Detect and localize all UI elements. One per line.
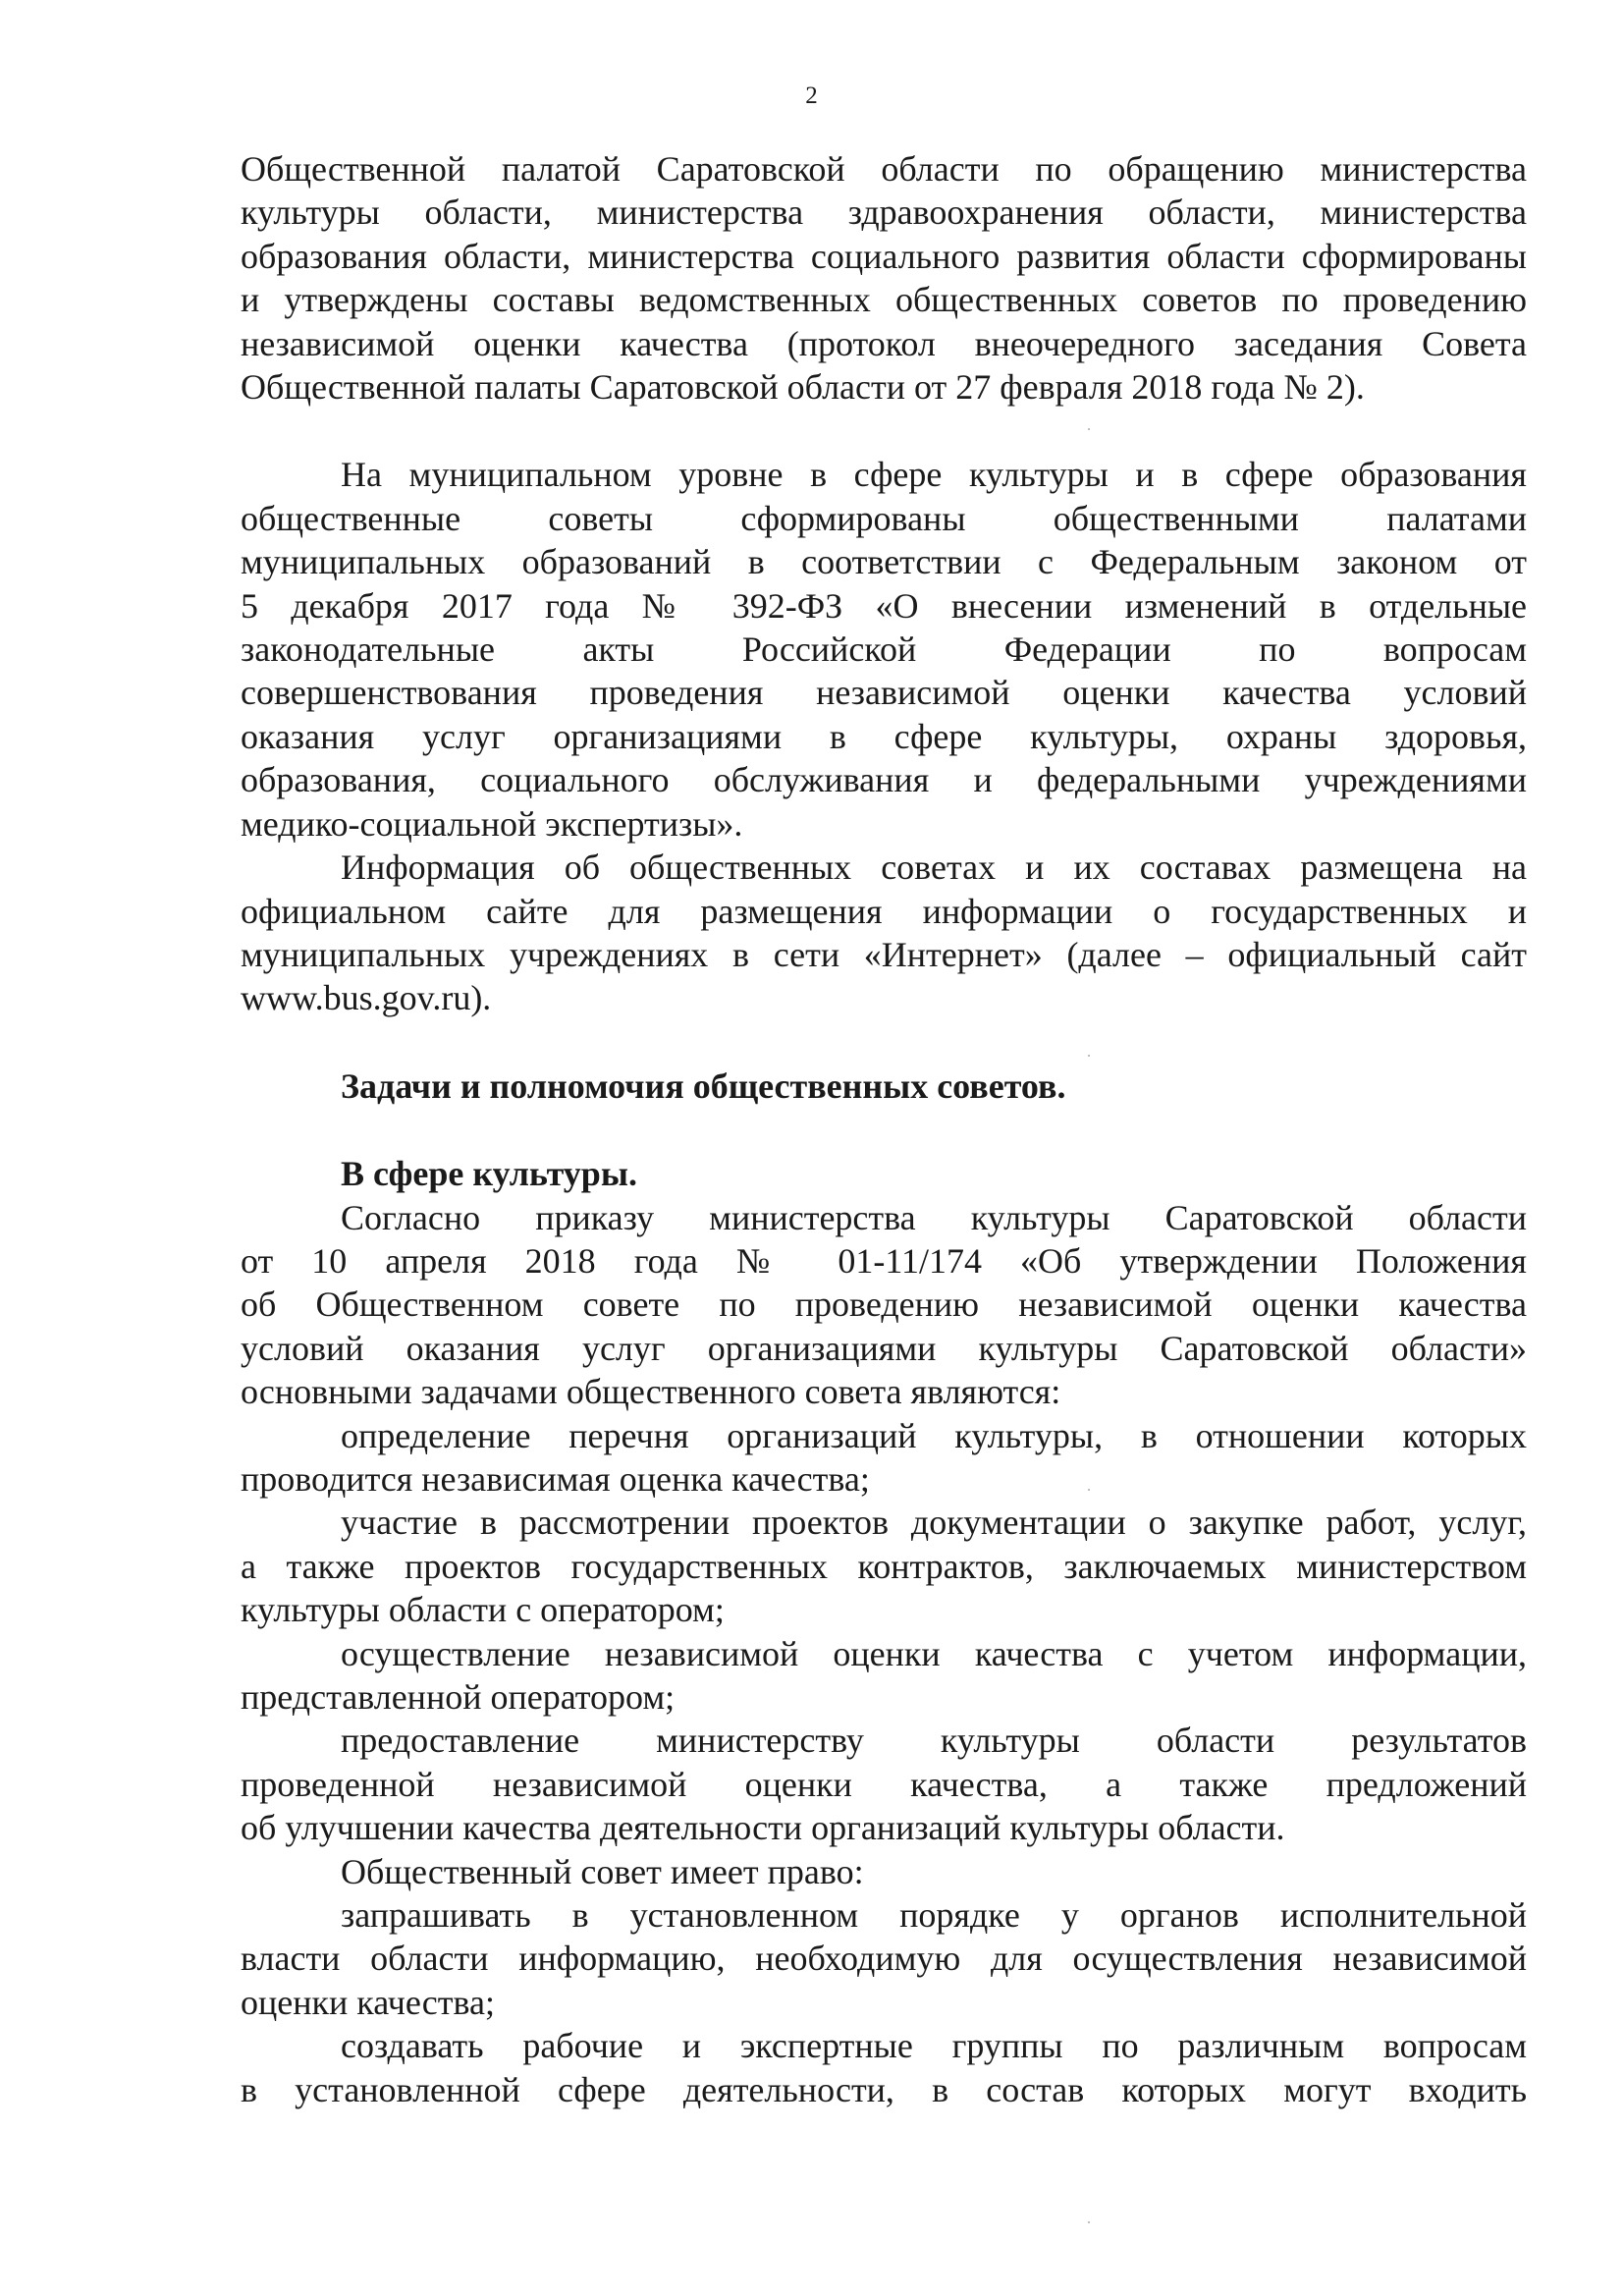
text-line: Общественной палаты Саратовской области от 27 февраля 2018 года № 2). [241,367,1365,408]
text-line: медико-социальной экспертизы». [241,803,743,844]
text-line: совершенствования проведения независимой оценки качества условий [241,673,1527,713]
text-line: оценки качества; [241,1982,495,2022]
page-number: 2 [805,82,818,109]
text-line: культуры области с оператором; [241,1590,725,1630]
text-line: проводится независимая оценка качества; [241,1458,870,1499]
paragraph [241,1632,1527,1720]
paragraph [241,2024,1527,2111]
text-line: 5 декабря 2017 года № 392-ФЗ «О внесении изменений в отдельные [241,585,1527,626]
text-line: общественные советы сформированы общественными палатами [241,498,1527,538]
text-line: условий оказания услуг организациями культуры Саратовской области» [241,1328,1527,1368]
text-line: образования области, министерства социального развития области сформированы [241,236,1527,276]
document-body [241,147,1527,2111]
text-line: www.bus.gov.ru). [241,978,492,1018]
paragraph [241,1719,1527,1849]
text-line: Общественный совет имеет право: [341,1851,864,1891]
text-line: определение перечня организаций культуры, в отношении которых [341,1415,1527,1455]
paragraph [241,1893,1527,2024]
text-line: проведенной независимой оценки качества, а также предложений [241,1764,1527,1804]
text-line: а также проектов государственных контрактов, заключаемых министерством [241,1546,1527,1586]
paragraph [241,1501,1527,1631]
text-line: об улучшении качества деятельности организаций культуры области. [241,1808,1285,1848]
text-line: запрашивать в установленном порядке у органов исполнительной [341,1895,1527,1936]
paragraph [241,147,1527,409]
text-line: от 10 апреля 2018 года № 01-11/174 «Об утверждении Положения [241,1240,1527,1281]
paragraph [241,846,1527,1020]
section-heading [241,1065,1527,1108]
text-line: законодательные акты Российской Федерации по вопросам [241,629,1527,670]
scan-speck [1088,1055,1090,1057]
text-line: создавать рабочие и экспертные группы по различным вопросам [341,2026,1527,2066]
heading-text: Задачи и полномочия общественных советов. [341,1066,1066,1106]
text-line: Согласно приказу министерства культуры Саратовской области [341,1197,1527,1237]
scan-speck [1088,428,1090,430]
text-line: участие в рассмотрении проектов документации о закупке работ, услуг, [341,1503,1527,1543]
text-line: об Общественном совете по проведению независимой оценки качества [241,1285,1527,1325]
paragraph [241,1196,1527,1414]
text-line: оказания услуг организациями в сфере культуры, охраны здоровья, [241,716,1527,756]
text-line: в установленной сфере деятельности, в состав которых могут входить [241,2069,1527,2109]
paragraph [241,453,1527,846]
text-line: официальном сайте для размещения информации о государственных и [241,891,1527,931]
heading-text: В сфере культуры. [341,1154,637,1194]
subsection-heading [241,1152,1527,1195]
text-line: Общественной палатой Саратовской области по обращению министерства [241,149,1527,189]
scan-speck [1088,1489,1090,1491]
text-line: предоставление министерству культуры области результатов [341,1721,1527,1761]
text-line: представленной оператором; [241,1677,676,1717]
paragraph [241,1850,1527,1893]
paragraph [241,1414,1527,1502]
text-line: власти области информацию, необходимую для осуществления независимой [241,1939,1527,1979]
text-line: Информация об общественных советах и их составах размещена на [341,847,1527,888]
text-line: На муниципальном уровне в сфере культуры и в сфере образования [341,455,1527,495]
text-line: муниципальных образований в соответствии с Федеральным законом от [241,542,1527,582]
text-line: независимой оценки качества (протокол внеочередного заседания Совета [241,323,1527,363]
text-line: и утверждены составы ведомственных общественных советов по проведению [241,280,1527,320]
text-line: культуры области, министерства здравоохранения области, министерства [241,192,1527,233]
text-line: муниципальных учреждениях в сети «Интернет» (далее – официальный сайт [241,934,1527,974]
text-line: основными задачами общественного совета являются: [241,1372,1061,1412]
scan-speck [1088,2221,1090,2223]
text-line: образования, социального обслуживания и федеральными учреждениями [241,760,1527,800]
text-line: осуществление независимой оценки качества с учетом информации, [341,1633,1527,1673]
